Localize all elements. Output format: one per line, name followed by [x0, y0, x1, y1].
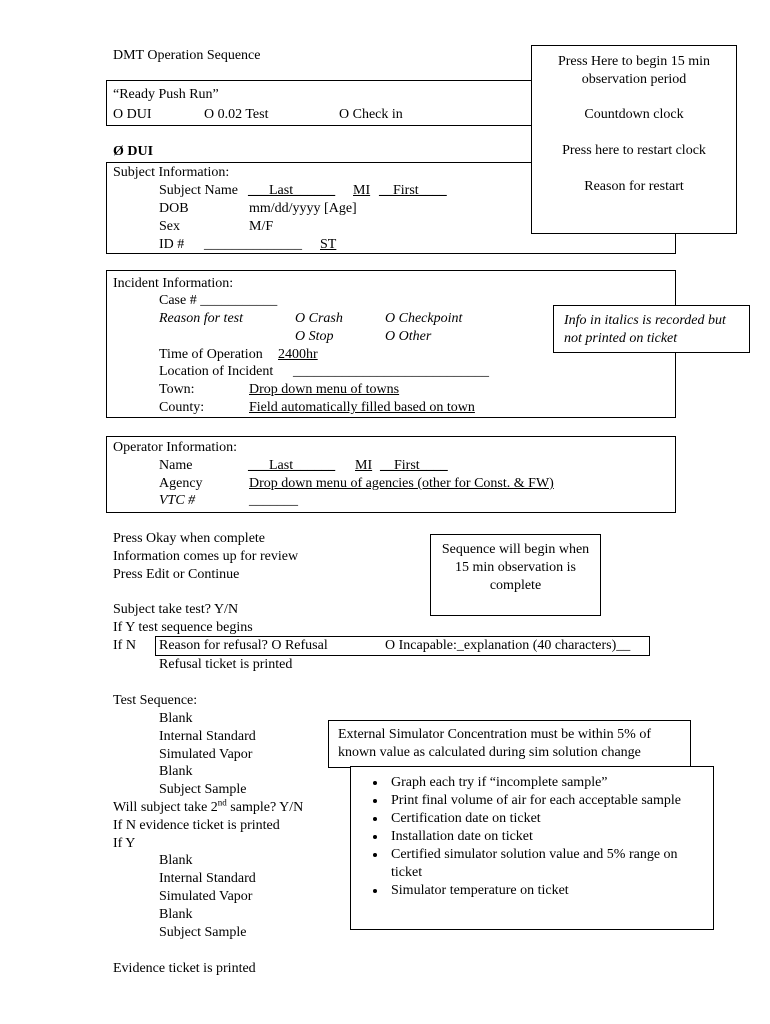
dob-label: DOB [159, 201, 189, 216]
town-label: Town: [159, 382, 195, 397]
second-sample-question: Will subject take 2nd sample? Y/N [113, 797, 304, 815]
sequence-step-2: Blank [159, 853, 193, 868]
incapable-option[interactable]: O Incapable:_explanation (40 characters)__ [385, 638, 631, 653]
restart-reason-field[interactable]: Reason for restart [584, 179, 684, 194]
dui-heading: Ø DUI [113, 144, 154, 159]
sequence-step-2: Internal Standard [159, 871, 256, 886]
subject-mi-field[interactable]: MI [353, 183, 371, 198]
sequence-step: Internal Standard [159, 729, 256, 744]
restart-clock-button[interactable]: Press here to restart clock [562, 143, 706, 158]
sequence-step: Blank [159, 711, 193, 726]
requirement-item: • Print final volume of air for each acceptable sample [387, 792, 701, 810]
simulator-note: External Simulator Concentration must be within 5% of known value as calculated during sim solution change [338, 727, 651, 760]
option-check-in[interactable]: O Check in [339, 107, 403, 122]
subject-header: Subject Information: [113, 165, 230, 180]
subject-first-field[interactable]: __First____ [379, 183, 447, 198]
requirement-item: • Certified simulator solution value and 5% range on ticket [387, 846, 701, 882]
time-of-operation-field[interactable]: 2400hr [278, 347, 318, 362]
option-checkpoint[interactable]: O Checkpoint [385, 311, 463, 326]
sequence-step-2: Simulated Vapor [159, 889, 253, 904]
option-dui[interactable]: O DUI [113, 107, 152, 122]
sex-label: Sex [159, 219, 180, 234]
time-of-operation-label: Time of Operation [159, 347, 263, 362]
operator-first-field[interactable]: __First____ [380, 458, 448, 473]
review-line-edit: Press Edit or Continue [113, 567, 240, 582]
operator-name-label: Name [159, 458, 193, 473]
town-dropdown[interactable]: Drop down menu of towns [249, 382, 400, 397]
operator-header: Operator Information: [113, 440, 238, 455]
agency-dropdown[interactable]: Drop down menu of agencies (other for Const. & FW) [249, 476, 554, 491]
option-002-test[interactable]: O 0.02 Test [204, 107, 269, 122]
if-y-label: If Y [113, 836, 136, 851]
requirement-item: • Graph each try if “incomplete sample” [387, 774, 701, 792]
county-field: Field automatically filled based on town [249, 400, 475, 415]
id-field[interactable]: ______________ [204, 237, 302, 252]
location-field[interactable]: ____________________________ [293, 364, 489, 379]
ticket-requirements-box [350, 766, 714, 930]
sequence-step-2: Blank [159, 907, 193, 922]
requirement-item: • Certification date on ticket [387, 810, 701, 828]
case-number-field[interactable]: Case # ___________ [159, 293, 278, 308]
refusal-ticket-line: Refusal ticket is printed [159, 657, 293, 672]
sex-field[interactable]: M/F [249, 219, 274, 234]
sequence-step: Simulated Vapor [159, 747, 253, 762]
option-stop[interactable]: O Stop [295, 329, 334, 344]
county-label: County: [159, 400, 205, 415]
id-label: ID # [159, 237, 185, 252]
refusal-option[interactable]: Reason for refusal? O Refusal [159, 638, 328, 653]
if-n-label: If N [113, 638, 136, 653]
operator-last-field[interactable]: ___Last______ [248, 458, 336, 473]
vtc-label: VTC # [159, 493, 196, 508]
option-other[interactable]: O Other [385, 329, 432, 344]
sequence-note: Sequence will begin when 15 min observation is complete [441, 542, 590, 593]
subject-last-field[interactable]: ___Last______ [248, 183, 336, 198]
incident-header: Incident Information: [113, 276, 234, 291]
subject-name-label: Subject Name [159, 183, 238, 198]
sequence-step: Subject Sample [159, 782, 247, 797]
location-label: Location of Incident [159, 364, 274, 379]
vtc-field[interactable]: _______ [249, 493, 298, 508]
sequence-step: Blank [159, 764, 193, 779]
countdown-clock: Countdown clock [584, 107, 684, 122]
option-crash[interactable]: O Crash [295, 311, 343, 326]
ready-push-run-label: “Ready Push Run” [113, 87, 219, 102]
agency-label: Agency [159, 476, 203, 491]
if-y-line: If Y test sequence begins [113, 620, 253, 635]
reason-for-test-label: Reason for test [159, 311, 243, 326]
italic-note: Info in italics is recorded but not printed on ticket [564, 313, 726, 346]
dob-field[interactable]: mm/dd/yyyy [Age] [249, 201, 357, 216]
if-n-evidence-line: If N evidence ticket is printed [113, 818, 280, 833]
test-sequence-header: Test Sequence: [113, 693, 198, 708]
id-state-field[interactable]: ST [320, 237, 337, 252]
begin-observation-button[interactable]: Press Here to begin 15 min observation period [557, 54, 711, 87]
page-title: DMT Operation Sequence [113, 48, 261, 63]
review-line-okay: Press Okay when complete [113, 531, 266, 546]
sequence-step-2: Subject Sample [159, 925, 247, 940]
operator-mi-field[interactable]: MI [355, 458, 373, 473]
requirement-item: • Installation date on ticket [387, 828, 701, 846]
requirement-item: • Simulator temperature on ticket [387, 882, 701, 900]
evidence-ticket-line: Evidence ticket is printed [113, 961, 256, 976]
take-test-question: Subject take test? Y/N [113, 602, 239, 617]
review-line-info: Information comes up for review [113, 549, 299, 564]
